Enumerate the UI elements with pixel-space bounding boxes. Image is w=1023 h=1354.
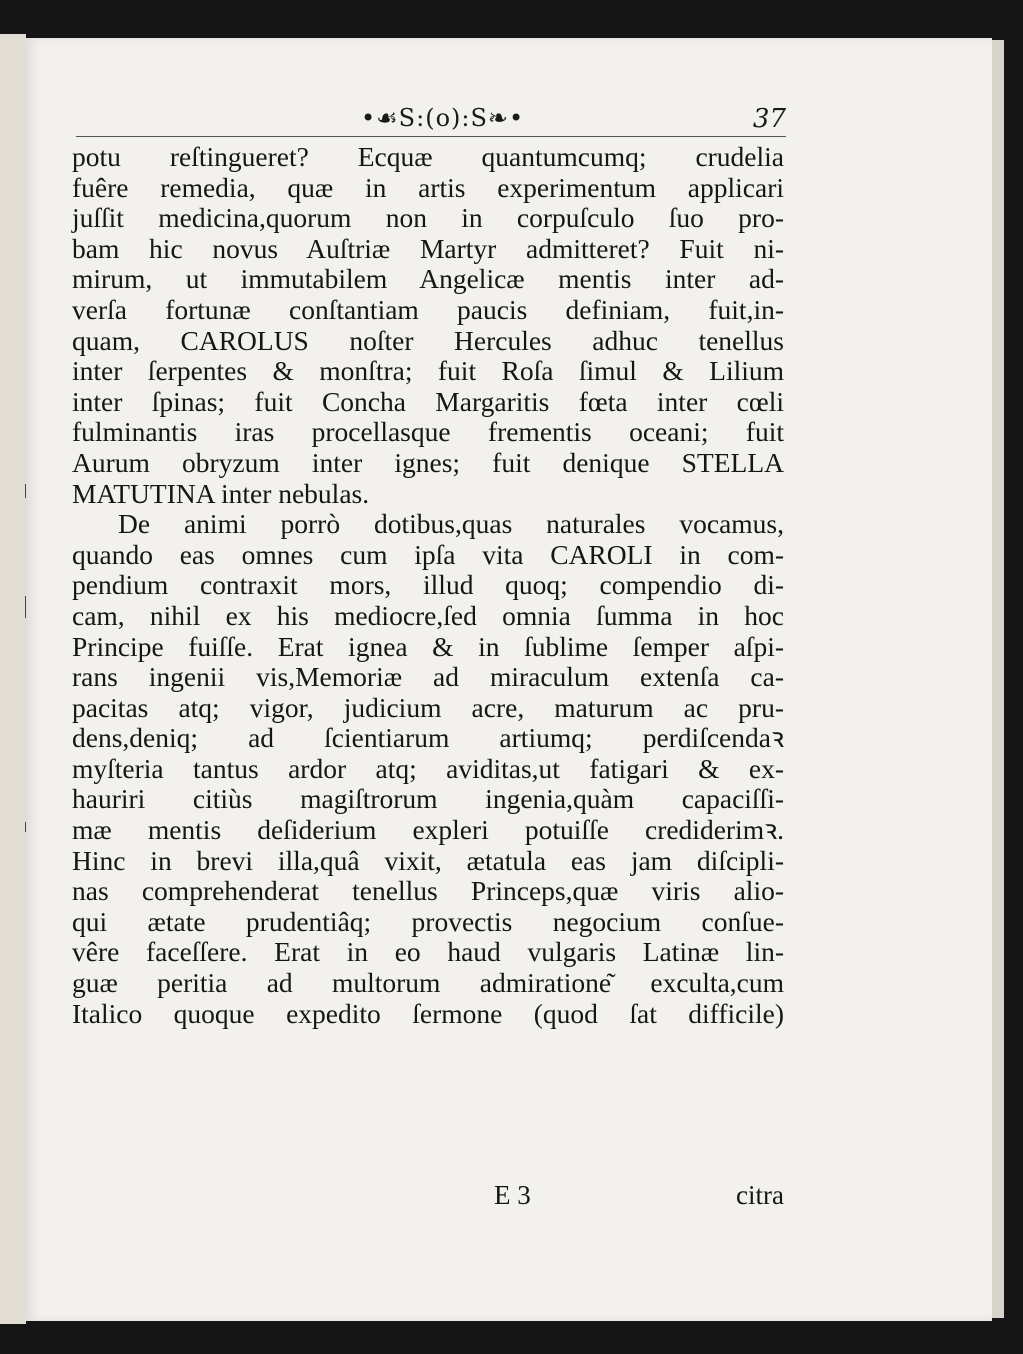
body-text <box>72 142 784 1029</box>
catchword: citra <box>736 1180 784 1210</box>
text-line: guæ peritia ad multorum admiratione͂ exculta,cum <box>72 967 784 999</box>
header-rule <box>76 136 786 137</box>
text-line: Hinc in brevi illa,quâ vixit, ætatula eas jam diſcipli- <box>72 844 784 876</box>
text-line: Aurum obryzum inter ignes; fuit denique STELLA <box>72 446 784 478</box>
text-line: MATUTINA inter nebulas. <box>72 477 370 509</box>
text-line: cam, nihil ex his mediocre,ſed omnia ſumma in hoc <box>72 599 784 631</box>
text-line: fulminantis iras procellasque frementis oceani; fuit <box>72 416 784 448</box>
running-head <box>76 98 786 142</box>
paragraph-start-line: De animi porrò dotibus,quas naturales vocamus, <box>118 508 784 540</box>
text-line: fuêre remedia, quæ in artis experimentum applicari <box>72 171 784 203</box>
text-line: quam, CAROLUS noſter Hercules adhuc tenellus <box>72 324 784 356</box>
text-line: pendium contraxit mors, illud quoq; compendio di- <box>72 569 784 601</box>
text-line: quando eas omnes cum ipſa vita CAROLI in com- <box>72 538 784 570</box>
signature-mark: E 3 <box>494 1180 531 1210</box>
text-line: Italico quoque expedito ſermone (quod ſat difficile) <box>72 997 784 1029</box>
text-line: qui ætate prudentiâq; provectis negocium conſue- <box>72 905 784 937</box>
text-line: inter ſerpentes & monſtra; fuit Roſa ſimul & Lilium <box>72 355 784 387</box>
text-line: mæ mentis deſiderium expleri potuiſſe crediderimꝛ. <box>72 814 784 846</box>
text-line: vêre faceſſere. Erat in eo haud vulgaris Latinæ lin- <box>72 936 784 968</box>
page-number: 37 <box>752 104 786 134</box>
text-line: verſa fortunæ conſtantiam paucis definiam, fuit,in- <box>72 293 784 325</box>
text-line: pacitas atq; vigor, judicium acre, maturum ac pru- <box>72 691 784 723</box>
text-line: mirum, ut immutabilem Angelicæ mentis inter ad- <box>72 263 784 295</box>
text-line: hauriri citiùs magiſtrorum ingenia,quàm capaciſſi- <box>72 783 784 815</box>
text-line: nas comprehenderat tenellus Princeps,quæ viris alio- <box>72 875 784 907</box>
page-right-edge <box>992 40 1004 1318</box>
text-line: Principe fuiſſe. Erat ignea & in ſublime ſemper aſpi- <box>72 630 784 662</box>
previous-page-edge <box>0 34 26 1324</box>
headpiece-ornament: •☙S:(o):S❧• <box>361 104 525 132</box>
text-line: juſſit medicina,quorum non in corpuſculo ſuo pro- <box>72 202 784 234</box>
page-footer <box>72 1176 784 1212</box>
text-line: myſteria tantus ardor atq; aviditas,ut fatigari & ex- <box>72 752 784 784</box>
text-line: rans ingenii vis,Memoriæ ad miraculum extenſa ca- <box>72 661 784 693</box>
text-line: inter ſpinas; fuit Concha Margaritis fœta inter cœli <box>72 385 784 417</box>
text-line: dens,deniq; ad ſcientiarum artiumq; perdiſcendaꝛ <box>72 722 784 754</box>
text-line: potu reſtingueret? Ecquæ quantumcumq; crudelia <box>72 141 784 172</box>
text-line: bam hic novus Auſtriæ Martyr admitteret? Fuit ni- <box>72 232 784 264</box>
